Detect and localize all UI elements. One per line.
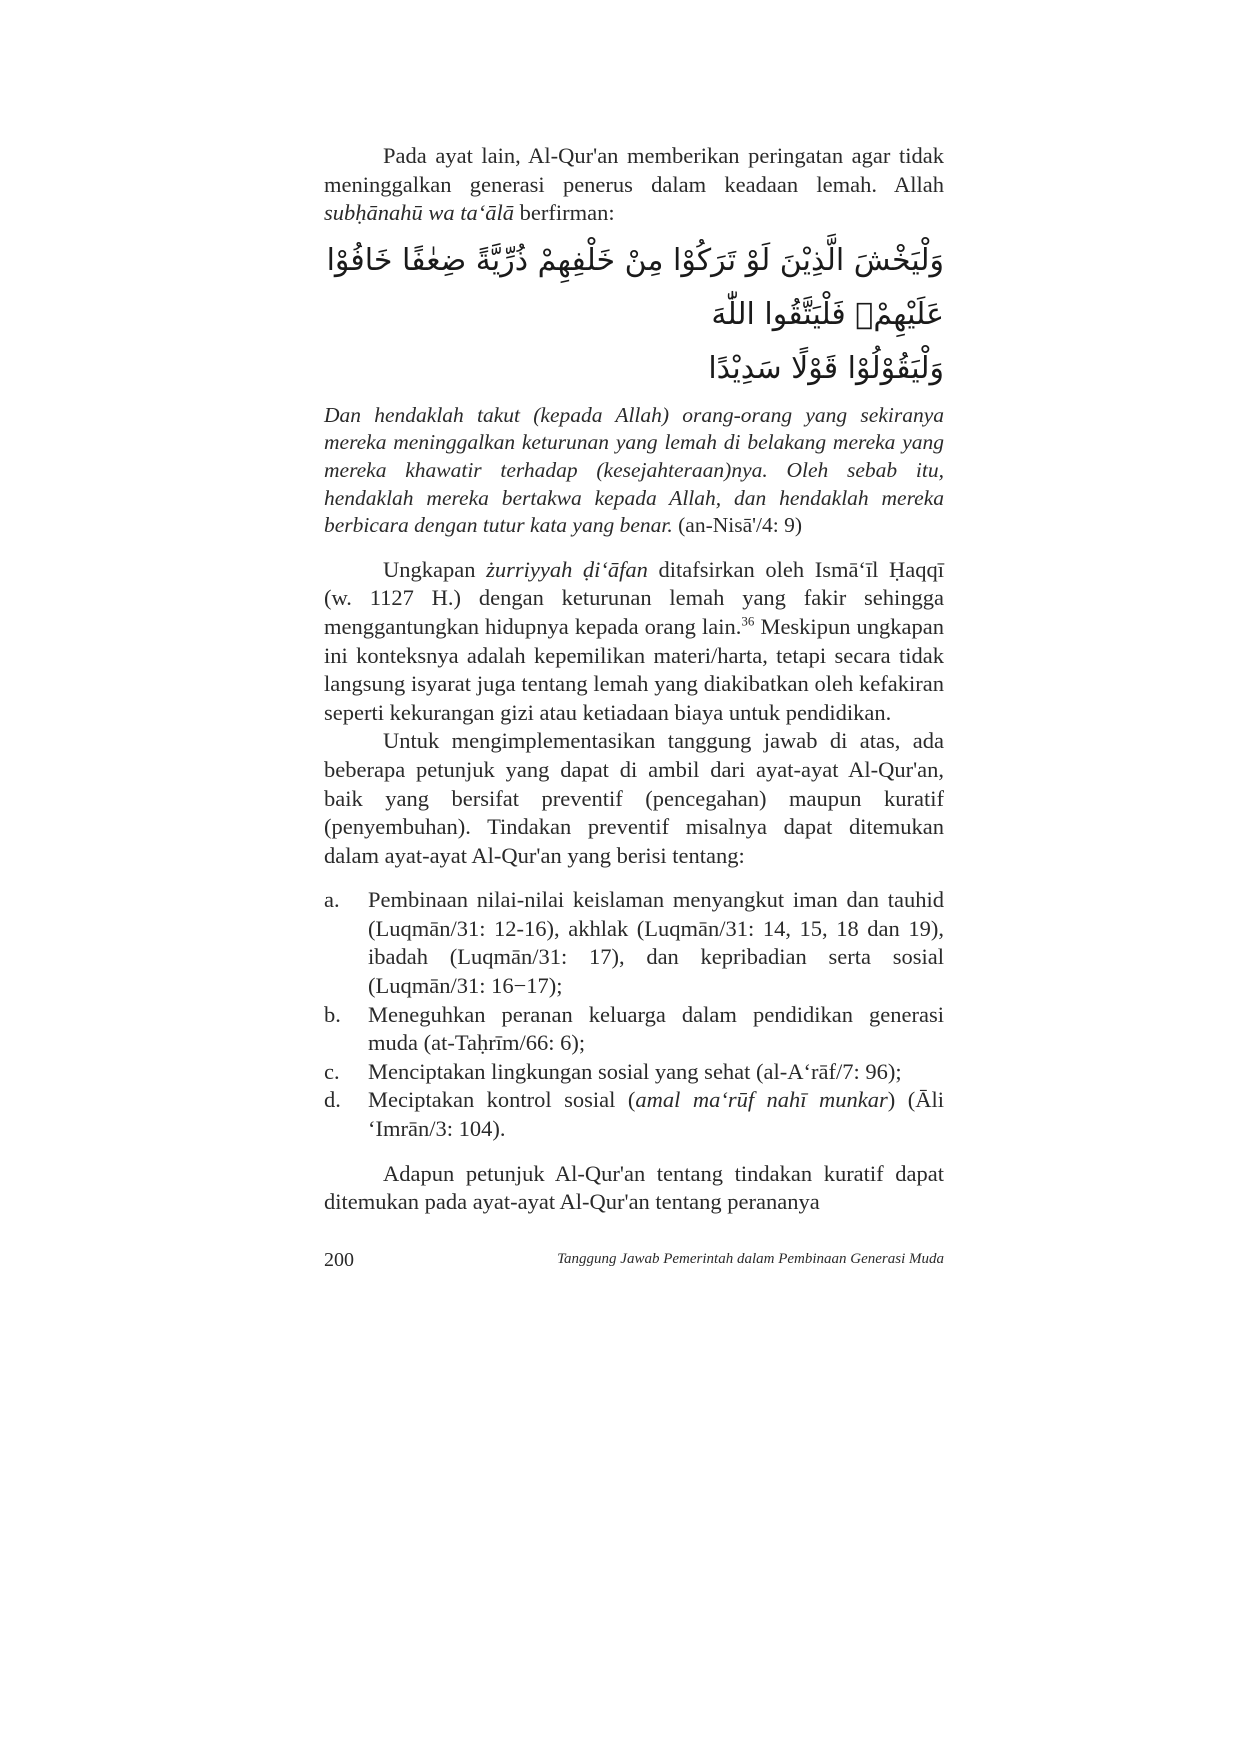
arabic-line-2: وَلْيَقُوْلُوْا قَوْلًا سَدِيْدًا xyxy=(708,350,944,386)
page-number: 200 xyxy=(324,1249,354,1271)
term-italic: żurriyyah ḍi‘āfan xyxy=(486,556,648,582)
arabic-line-1: وَلْيَخْشَ الَّذِيْنَ لَوْ تَرَكُوْا مِنْ خَلْفِهِمْ ذُرِّيَّةً ضِعٰفًا خَافُوْا عَلَيْهِمْۖ فَلْيَتَّقُوا اللّٰهَ xyxy=(326,242,944,332)
list-item: b. Meneguhkan peranan keluarga dalam pendidikan generasi muda (at-Taḥrīm/66: 6); xyxy=(324,1001,944,1056)
preventive-list xyxy=(324,886,944,1143)
page-footer xyxy=(324,1249,944,1273)
list-item: c. Menciptakan lingkungan sosial yang sehat (al-A‘rāf/7: 96); xyxy=(324,1058,902,1084)
running-title: Tanggung Jawab Pemerintah dalam Pembinaan Generasi Muda xyxy=(557,1251,944,1267)
paragraph-curative: Adapun petunjuk Al-Qur'an tentang tindakan kuratif dapat ditemukan pada ayat-ayat Al-Qur'an tentang perananya xyxy=(324,1160,944,1215)
verse-translation: Dan hendaklah takut (kepada Allah) orang-orang yang sekiranya mereka meninggalkan keturunan yang lemah di belakang mereka yang mereka khawatir terhadap (kesejahteraan)nya. Oleh sebab itu, hendaklah mereka bertakwa kepada Allah, dan hendaklah mereka berbicara dengan tutur kata yang benar. (an-Nisā'/4: 9) xyxy=(324,402,944,538)
list-item: d. Meciptakan kontrol sosial (amal ma‘rūf nahī munkar) (Āli ‘Imrān/3: 104). xyxy=(324,1087,944,1142)
paragraph-intro: Pada ayat lain, Al-Qur'an memberikan peringatan agar tidak meninggalkan generasi penerus dalam keadaan lemah. Allah subḥānahū wa ta‘ālā berfirman: xyxy=(324,143,944,226)
list-item: a. Pembinaan nilai-nilai keislaman menyangkut iman dan tauhid (Luqmān/31: 12-16), akhlak (Luqmān/31: 14, 15, 18 dan 19), ibadah (Luqmān/31: 17), dan kepribadian serta sosial (Luqmān/31: 16−17); xyxy=(324,887,944,999)
quran-verse-arabic xyxy=(324,234,944,396)
page-body xyxy=(324,142,944,1217)
verse-reference: (an-Nisā'/4: 9) xyxy=(678,513,803,538)
honorific-italic: subḥānahū wa ta‘ālā xyxy=(324,200,515,226)
paragraph-interpretation: Ungkapan żurriyyah ḍi‘āfan ditafsirkan oleh Ismā‘īl Ḥaqqī (w. 1127 H.) dengan keturunan lemah yang fakir sehingga menggantungkan hidupnya kepada orang lain.$^{36}$ Meskipun ungkapan ini konteksnya adalah kepemilikan materi/harta, tetapi secara tidak langsung isyarat juga tentang lemah yang diakibatkan oleh kefakiran seperti kekurangan gizi atau ketiadaan biaya untuk pendidikan. xyxy=(324,556,945,725)
footnote-marker[interactable]: 36 xyxy=(741,613,755,629)
paragraph-implementation: Untuk mengimplementasikan tanggung jawab di atas, ada beberapa petunjuk yang dapat di ambil dari ayat-ayat Al-Qur'an, baik yang bersifat preventif (pencegahan) maupun kuratif (penyembuhan). Tindakan preventif misalnya dapat ditemukan dalam ayat-ayat Al-Qur'an yang berisi tentang: xyxy=(324,728,944,868)
